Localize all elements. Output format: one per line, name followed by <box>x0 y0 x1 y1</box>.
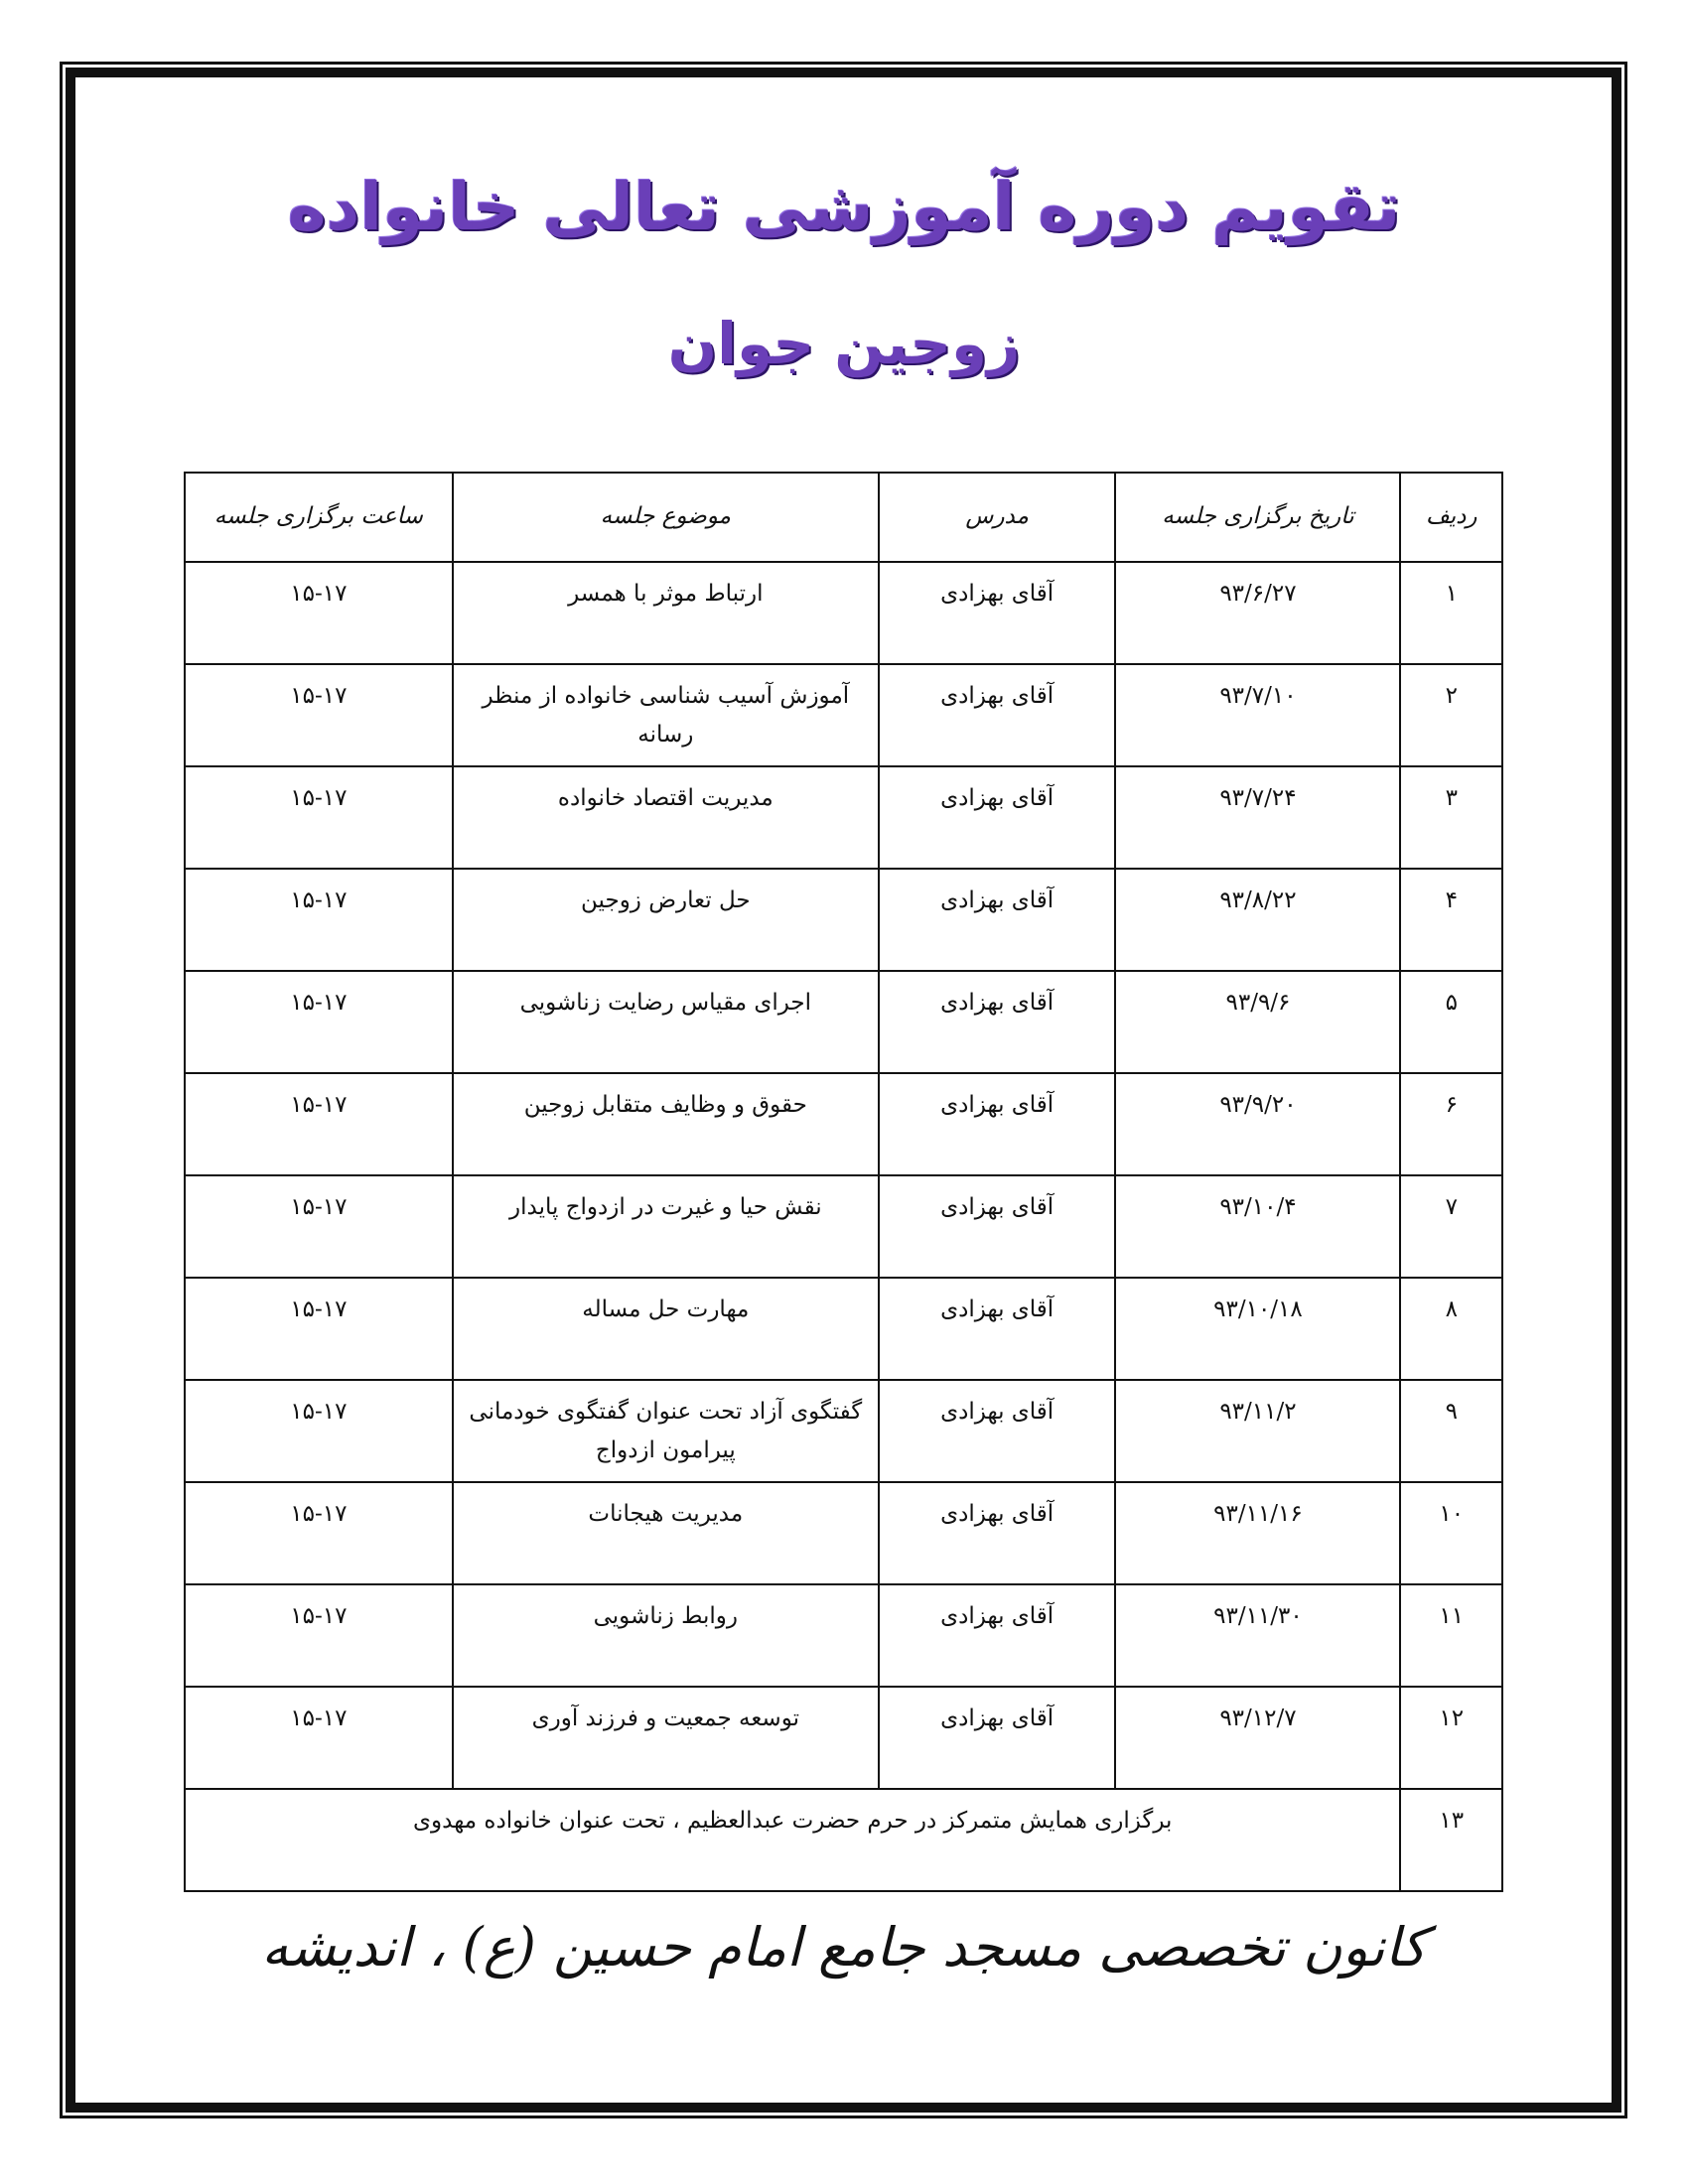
table-row <box>185 1073 1502 1175</box>
table-row <box>185 562 1502 664</box>
table-row <box>185 1584 1502 1687</box>
session-topic: حل تعارض زوجین <box>453 869 879 971</box>
row-number: ۹ <box>1400 1380 1502 1482</box>
table-row-final <box>185 1789 1502 1891</box>
row-number: ۱۲ <box>1400 1687 1502 1789</box>
final-event-description: برگزاری همایش متمرکز در حرم حضرت عبدالعظیم ، تحت عنوان خانواده مهدوی <box>185 1789 1400 1891</box>
row-number: ۱۰ <box>1400 1482 1502 1584</box>
row-number: ۲ <box>1400 664 1502 766</box>
header-time: ساعت برگزاری جلسه <box>185 473 453 562</box>
table-row <box>185 1687 1502 1789</box>
session-time: ۱۵-۱۷ <box>185 1278 453 1380</box>
session-topic: گفتگوی آزاد تحت عنوان گفتگوی خودمانی پیرامون ازدواج <box>453 1380 879 1482</box>
schedule-table <box>184 472 1503 1892</box>
session-date: ۹۳/۱۱/۲ <box>1115 1380 1400 1482</box>
session-date: ۹۳/۱۱/۱۶ <box>1115 1482 1400 1584</box>
table-row <box>185 971 1502 1073</box>
session-date: ۹۳/۱۲/۷ <box>1115 1687 1400 1789</box>
session-topic: مهارت حل مساله <box>453 1278 879 1380</box>
row-number: ۷ <box>1400 1175 1502 1278</box>
session-teacher: آقای بهزادی <box>879 664 1116 766</box>
organization-signature: کانون تخصصی مسجد جامع امام حسین (ع) ، اندیشه <box>261 1916 1427 1979</box>
table-row <box>185 1380 1502 1482</box>
session-teacher: آقای بهزادی <box>879 1380 1116 1482</box>
row-number: ۳ <box>1400 766 1502 869</box>
table-row <box>185 1482 1502 1584</box>
header-row <box>185 473 1502 562</box>
session-date: ۹۳/۱۰/۴ <box>1115 1175 1400 1278</box>
session-teacher: آقای بهزادی <box>879 971 1116 1073</box>
session-date: ۹۳/۱۰/۱۸ <box>1115 1278 1400 1380</box>
row-number: ۱۳ <box>1400 1789 1502 1891</box>
row-number: ۵ <box>1400 971 1502 1073</box>
session-date: ۹۳/۸/۲۲ <box>1115 869 1400 971</box>
session-time: ۱۵-۱۷ <box>185 1687 453 1789</box>
session-topic: اجرای مقیاس رضایت زناشویی <box>453 971 879 1073</box>
session-time: ۱۵-۱۷ <box>185 1584 453 1687</box>
session-topic: نقش حیا و غیرت در ازدواج پایدار <box>453 1175 879 1278</box>
session-time: ۱۵-۱۷ <box>185 562 453 664</box>
session-teacher: آقای بهزادی <box>879 766 1116 869</box>
session-time: ۱۵-۱۷ <box>185 1380 453 1482</box>
session-topic: توسعه جمعیت و فرزند آوری <box>453 1687 879 1789</box>
header-topic: موضوع جلسه <box>453 473 879 562</box>
session-teacher: آقای بهزادی <box>879 1482 1116 1584</box>
session-teacher: آقای بهزادی <box>879 1175 1116 1278</box>
session-time: ۱۵-۱۷ <box>185 1482 453 1584</box>
session-time: ۱۵-۱۷ <box>185 1175 453 1278</box>
header-row-number: ردیف <box>1400 473 1502 562</box>
session-teacher: آقای بهزادی <box>879 1584 1116 1687</box>
session-date: ۹۳/۷/۲۴ <box>1115 766 1400 869</box>
session-date: ۹۳/۶/۲۷ <box>1115 562 1400 664</box>
row-number: ۴ <box>1400 869 1502 971</box>
session-topic: ارتباط موثر با همسر <box>453 562 879 664</box>
session-teacher: آقای بهزادی <box>879 1278 1116 1380</box>
header-date: تاریخ برگزاری جلسه <box>1115 473 1400 562</box>
session-time: ۱۵-۱۷ <box>185 766 453 869</box>
row-number: ۶ <box>1400 1073 1502 1175</box>
table-row <box>185 664 1502 766</box>
session-teacher: آقای بهزادی <box>879 1073 1116 1175</box>
table-row <box>185 1278 1502 1380</box>
session-date: ۹۳/۱۱/۳۰ <box>1115 1584 1400 1687</box>
header-teacher: مدرس <box>879 473 1116 562</box>
session-date: ۹۳/۹/۶ <box>1115 971 1400 1073</box>
session-teacher: آقای بهزادی <box>879 562 1116 664</box>
page-subtitle: زوجین جوان <box>667 310 1021 377</box>
session-time: ۱۵-۱۷ <box>185 869 453 971</box>
session-date: ۹۳/۹/۲۰ <box>1115 1073 1400 1175</box>
session-teacher: آقای بهزادی <box>879 869 1116 971</box>
session-time: ۱۵-۱۷ <box>185 664 453 766</box>
session-time: ۱۵-۱۷ <box>185 971 453 1073</box>
session-topic: مدیریت اقتصاد خانواده <box>453 766 879 869</box>
session-date: ۹۳/۷/۱۰ <box>1115 664 1400 766</box>
session-topic: مدیریت هیجانات <box>453 1482 879 1584</box>
row-number: ۱ <box>1400 562 1502 664</box>
row-number: ۱۱ <box>1400 1584 1502 1687</box>
table-row <box>185 766 1502 869</box>
table-row <box>185 1175 1502 1278</box>
session-topic: آموزش آسیب شناسی خانواده از منظر رسانه <box>453 664 879 766</box>
row-number: ۸ <box>1400 1278 1502 1380</box>
session-teacher: آقای بهزادی <box>879 1687 1116 1789</box>
session-time: ۱۵-۱۷ <box>185 1073 453 1175</box>
session-topic: روابط زناشویی <box>453 1584 879 1687</box>
table-row <box>185 869 1502 971</box>
page-title: تقویم دوره آموزشی تعالی خانواده <box>287 169 1401 245</box>
session-topic: حقوق و وظایف متقابل زوجین <box>453 1073 879 1175</box>
